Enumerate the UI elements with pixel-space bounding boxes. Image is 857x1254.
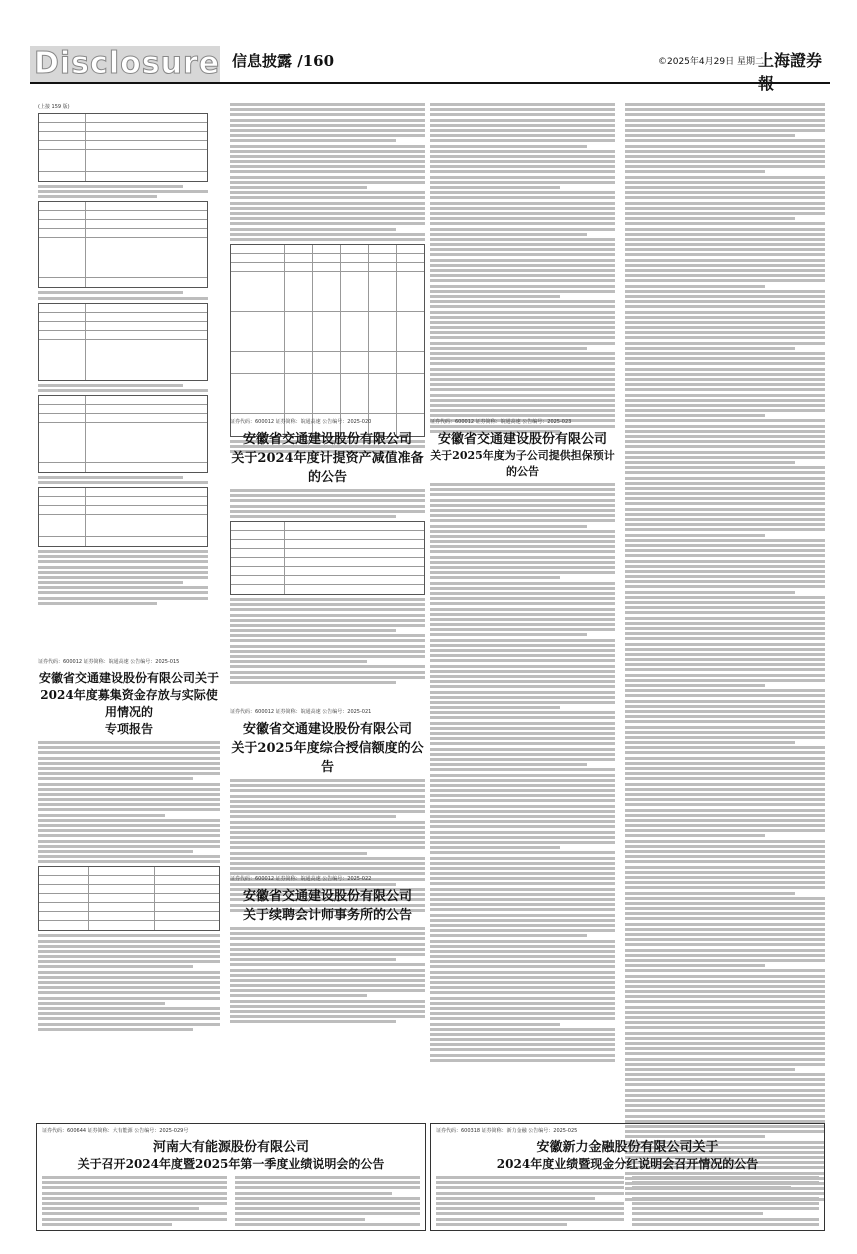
left-column-tables bbox=[38, 103, 208, 653]
notice-title-line2: 关于2024年度计提资产减值准备的公告 bbox=[231, 451, 424, 485]
notice-fund-usage bbox=[38, 658, 220, 1033]
notice-title-line3: 专项报告 bbox=[104, 722, 153, 736]
notice-title-line2: 关于2025年度为子公司提供担保预计的公告 bbox=[430, 449, 615, 478]
company-info-table-1 bbox=[38, 113, 208, 182]
notice-title-line2: 关于续聘会计师事务所的公告 bbox=[242, 908, 412, 923]
notice-meta: 证券代码：600012 证券简称：皖通高速 公告编号：2025-022 bbox=[230, 876, 372, 882]
continuation-label: (上接 159 版) bbox=[38, 104, 70, 110]
notice-title-line1: 安徽省交通建设股份有限公司 bbox=[242, 432, 412, 447]
issue-date: ©2025年4月29日 星期二 bbox=[658, 57, 764, 67]
notice-xinli-box bbox=[430, 1123, 825, 1231]
notice-meta: 证券代码：600012 证券简称：皖通高速 公告编号：2025-021 bbox=[230, 709, 372, 715]
notice-title-line2: 关于2025年度综合授信额度的公告 bbox=[231, 741, 424, 775]
notice-impairment bbox=[230, 418, 425, 686]
notice-auditor bbox=[230, 875, 425, 1026]
impairment-table bbox=[230, 521, 425, 595]
notice-title-line1: 安徽省交通建设股份有限公司关于 bbox=[38, 671, 219, 685]
right-center-column bbox=[430, 103, 615, 435]
fund-usage-comparison-table bbox=[230, 244, 425, 437]
notice-meta: 证券代码：600012 证券简称：皖通高速 公告编号：2025-020 bbox=[230, 419, 372, 425]
notice-title-line1: 安徽省交通建设股份有限公司 bbox=[242, 889, 412, 904]
notice-meta: 证券代码：600012 证券简称：皖通高速 公告编号：2025-023 bbox=[430, 419, 572, 425]
company-info-table-3 bbox=[38, 303, 208, 381]
notice-meta: 证券代码：600318 证券简称：新力金融 公告编号：2025-025 bbox=[436, 1128, 578, 1134]
notice-title-line2: 关于召开2024年度暨2025年第一季度业绩说明会的公告 bbox=[77, 1157, 385, 1171]
notice-title-line1: 安徽省交通建设股份有限公司 bbox=[242, 722, 412, 737]
notice-henan-box bbox=[36, 1123, 426, 1231]
notice-meta: 证券代码：600012 证券简称：皖通高速 公告编号：2025-015 bbox=[38, 659, 180, 665]
notice-title-line1: 河南大有能源股份有限公司 bbox=[152, 1140, 309, 1155]
notice-title-line1: 安徽新力金融股份有限公司关于 bbox=[536, 1140, 719, 1155]
notice-title-line2: 2024年度募集资金存放与实际使用情况的 bbox=[40, 688, 218, 719]
bank-account-table bbox=[38, 866, 220, 931]
middle-upper-column bbox=[230, 103, 425, 455]
company-info-table-4 bbox=[38, 395, 208, 473]
notice-title-line2: 2024年度业绩暨现金分红说明会召开情况的公告 bbox=[496, 1157, 759, 1171]
newspaper-name: 上海證券報 bbox=[758, 51, 823, 93]
notice-guarantee bbox=[430, 418, 615, 1064]
far-right-column bbox=[625, 103, 825, 1203]
company-info-table-2 bbox=[38, 201, 208, 288]
disclosure-logo: Disclosure bbox=[30, 46, 220, 82]
notice-title-line1: 安徽省交通建设股份有限公司 bbox=[437, 432, 607, 447]
masthead bbox=[30, 44, 830, 93]
company-info-table-5 bbox=[38, 487, 208, 547]
section-title: 信息披露 /160 bbox=[232, 52, 335, 70]
notice-meta: 证券代码：600644 证券简称：大有能源 公告编号：2025-029号 bbox=[42, 1128, 189, 1134]
